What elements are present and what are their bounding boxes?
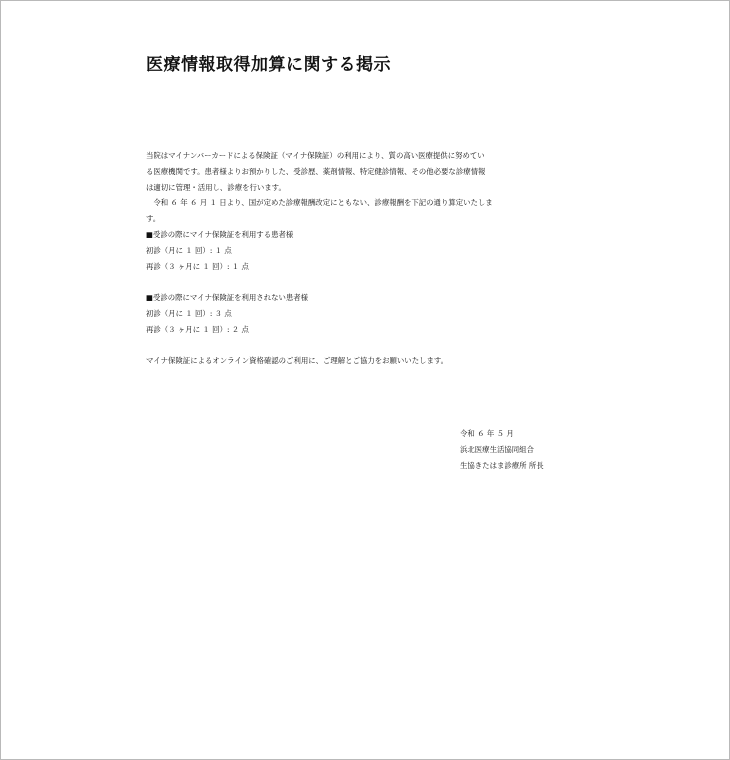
section1-heading: ■受診の際にマイナ保険証を利用する患者様 — [146, 229, 294, 239]
signature-date: 令和 ６ 年 ５ 月 — [460, 429, 514, 438]
spacer — [146, 274, 596, 290]
spacer — [146, 338, 596, 354]
section2-revisit: 再診（３ ヶ月に １ 回）: ２ 点 — [146, 324, 249, 334]
paragraph-line: 当院はマイナンバーカードによる保険証（マイナ保険証）の利用により、質の高い医療提供に努めてい — [146, 151, 485, 160]
document-body — [146, 148, 596, 369]
paragraph-line: る医療機関です。患者様よりお預かりした、受診歴、薬剤情報、特定健診情報、その他必要な診療情報 — [146, 166, 486, 176]
signature-clinic: 生協きたはま診療所 所長 — [460, 460, 544, 470]
signature-org: 浜北医療生活協同組合 — [460, 444, 534, 454]
paragraph-line: は適切に管理・活用し、診療を行います。 — [146, 182, 286, 192]
paragraph-line: 令和 ６ 年 ６ 月 １ 日より、国が定めた診療報酬改定にともない、診療報酬を下記の通り算定いたしま — [146, 198, 493, 208]
section2-heading: ■受診の際にマイナ保険証を利用されない患者様 — [146, 293, 309, 303]
section1-revisit: 再診（３ ヶ月に １ 回）: １ 点 — [146, 261, 249, 271]
closing-text: マイナ保険証によるオンライン資格確認のご利用に、ご理解とご協力をお願いいたします。 — [146, 356, 449, 366]
paragraph-line: す。 — [146, 214, 161, 224]
page-title: 医療情報取得加算に関する掲示 — [146, 55, 391, 75]
signature-block — [460, 426, 544, 473]
section2-first-visit: 初診（月に １ 回）: ３ 点 — [146, 308, 232, 318]
section1-first-visit: 初診（月に １ 回）: １ 点 — [146, 245, 232, 255]
